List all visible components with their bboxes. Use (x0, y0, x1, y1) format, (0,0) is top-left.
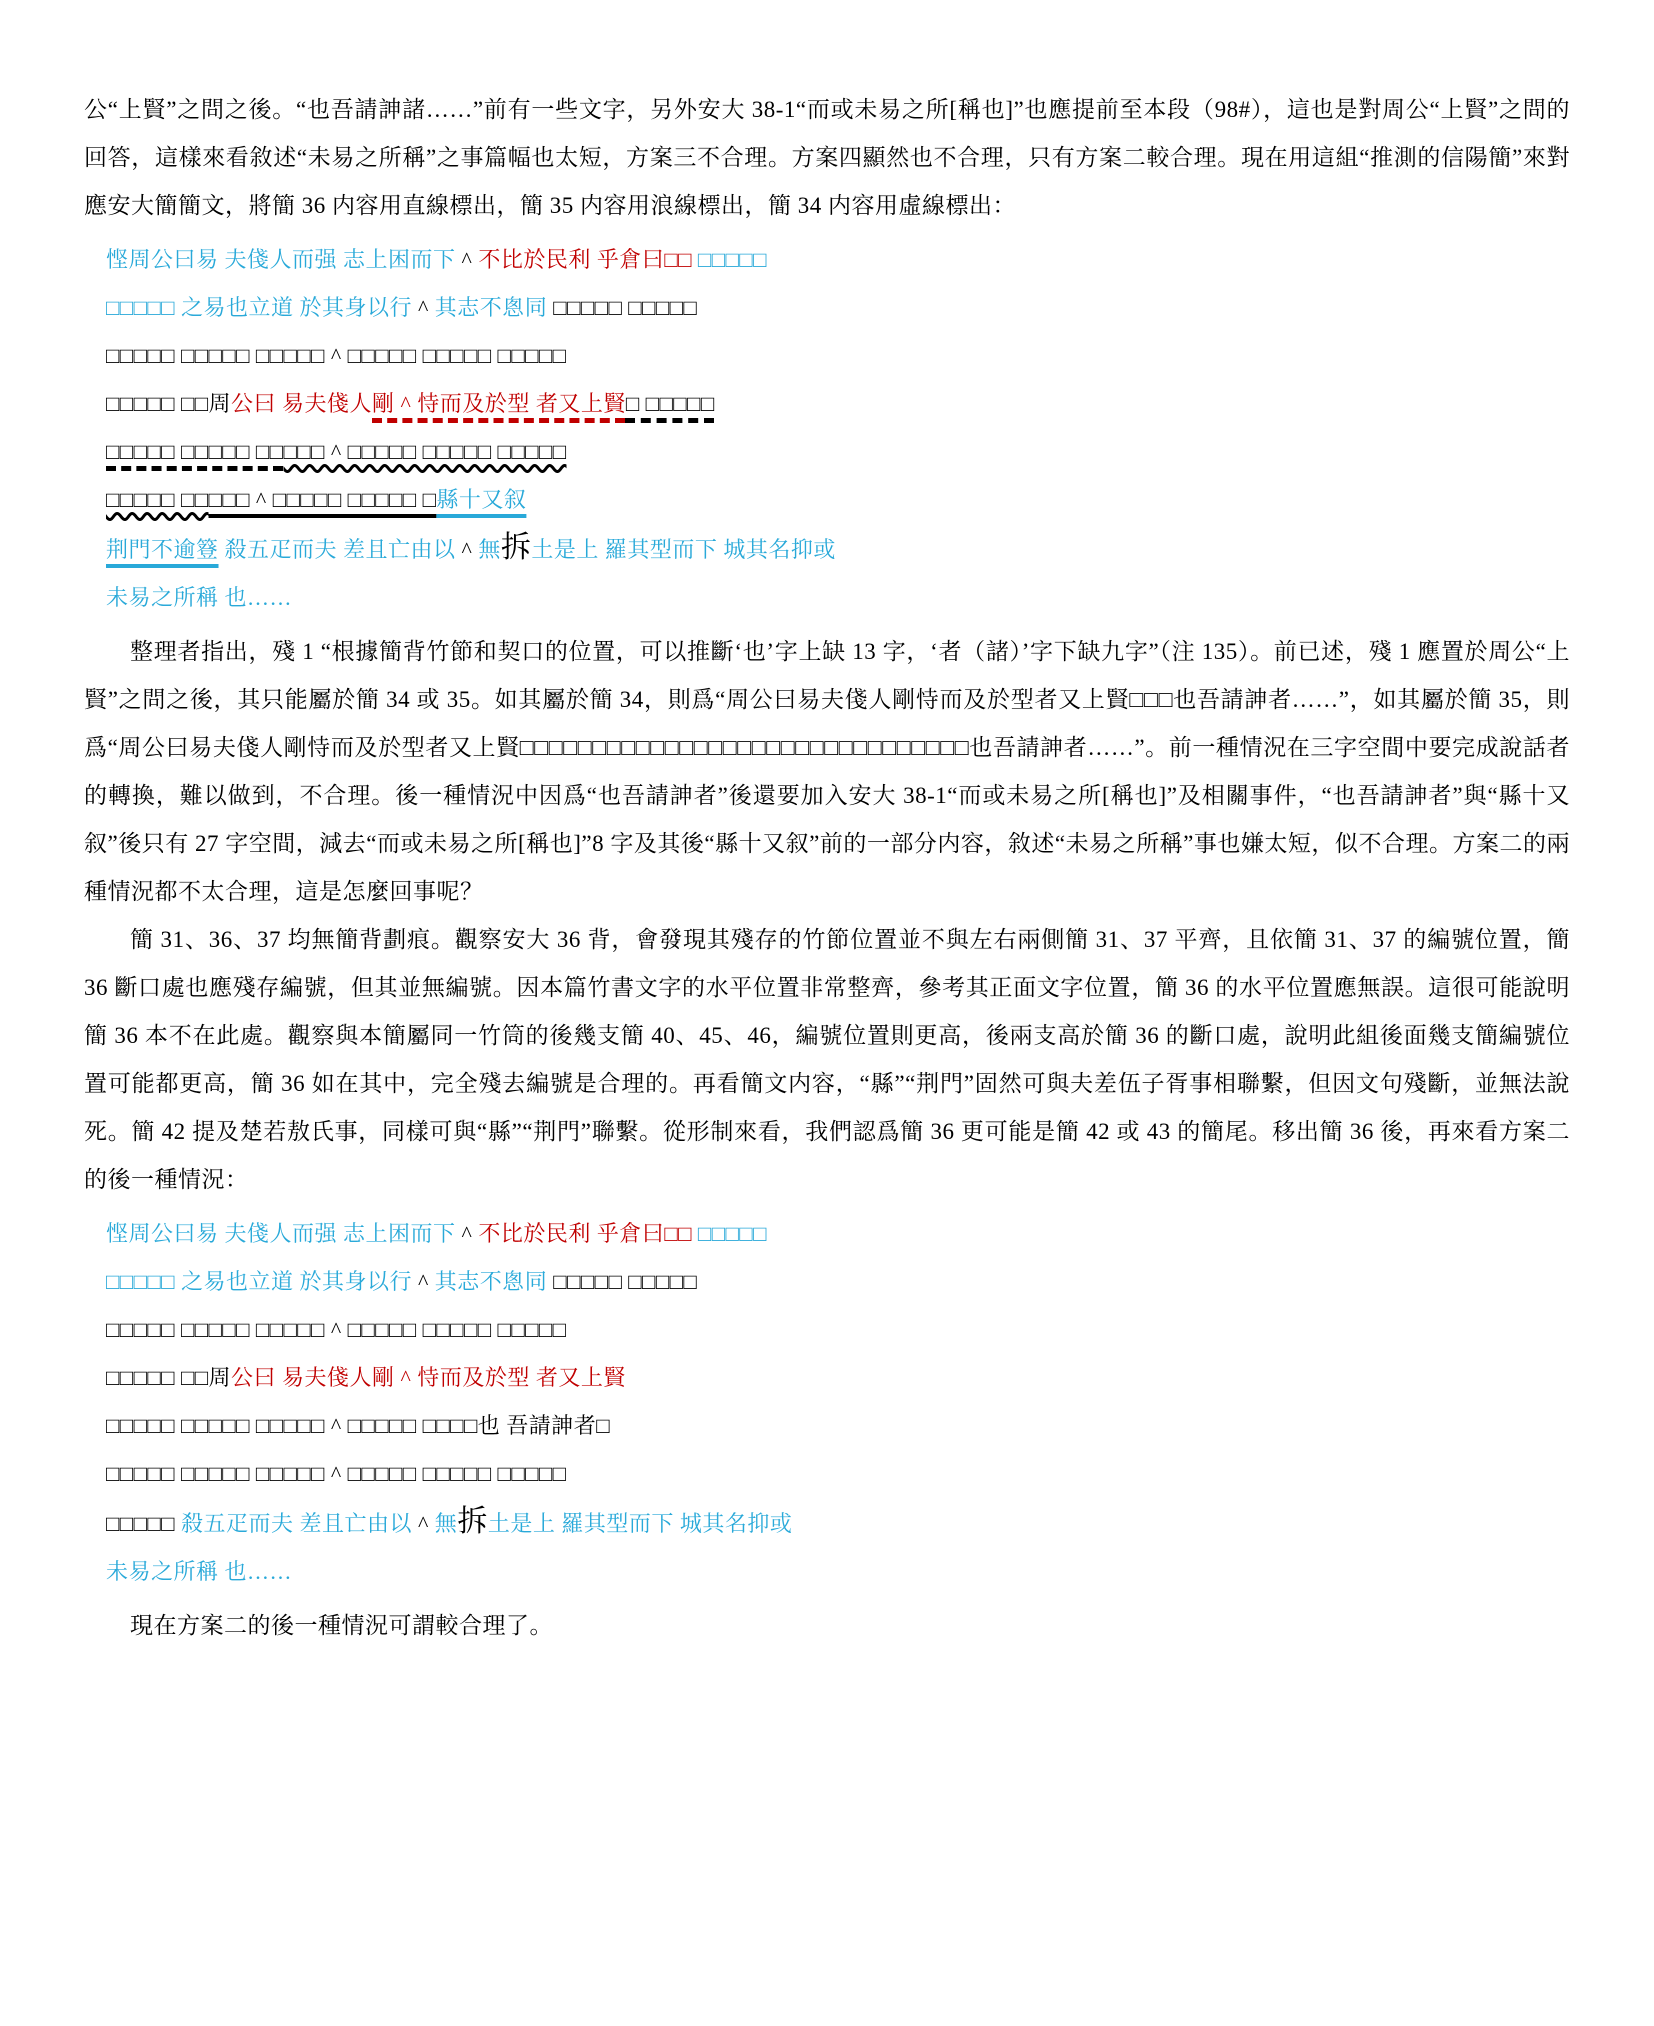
slip-segment: 悭周公曰易 夫俴人而强 志上困而下 (106, 1221, 462, 1246)
slip-segment: ^ (461, 1221, 479, 1246)
slip-segment: □□□ ^ □□□□□ □□□□□ □ (208, 487, 437, 512)
slip-segment: ^ (417, 1269, 435, 1294)
slip-segment: ^ (461, 247, 479, 272)
slip-line (106, 1306, 1570, 1354)
slip-segment: 悭周公曰易 夫俴人而强 志上困而下 (106, 247, 462, 272)
slip-comparison-block-1 (106, 236, 1570, 622)
paragraph-intro: 公“上賢”之問之後。“也吾請訷諸……”前有一些文字，另外安大 38-1“而或未易之所[稱也]”也應提前至本段（98#），這也是對周公“上賢”之問的回答，這樣來看敘述“未易之所稱”之事篇幅也太短，方案三不合理。方案四顯然也不合理，只有方案二較合理。現在用這組“推測的信陽簡”來對應安大簡簡文，將簡 36 内容用直線標出，簡 35 内容用浪線標出，簡 34 内容用虛線標出： (84, 97, 1570, 218)
slip-line (106, 574, 1570, 622)
slip-segment: 公曰 易夫俴人剛 ^ 恃而及於型 者又上賢 (231, 1365, 626, 1390)
slip-segment: 其志不悤同 (434, 1269, 548, 1294)
slip-segment: □□□□□ □□□□□ □□ (106, 439, 284, 464)
slip-line (106, 380, 1570, 428)
slip-line (106, 1258, 1570, 1306)
slip-segment: 公曰 易夫俴人 (231, 391, 373, 416)
slip-segment: □□□□□ □□□□□ (547, 295, 698, 320)
slip-segment: 未易之所稱 也…… (106, 1559, 293, 1584)
slip-segment: ^ (417, 295, 435, 320)
slip-segment: 土是上 羅其型而下 城其名抑或 (487, 1511, 793, 1536)
slip-line (106, 284, 1570, 332)
slip-line (106, 476, 1570, 524)
slip-segment: 剛 ^ 恃而及於型 者又上賢 (372, 391, 626, 416)
paragraph-analysis-2: 簡 31、36、37 均無簡背劃痕。觀察安大 36 背，會發現其殘存的竹節位置並不與左右兩側簡 31、37 平齊，且依簡 31、37 的編號位置，簡 36 斷口處也應殘存編號，但其並無編號。因本篇竹書文字的水平位置非常整齊，參考其正面文字位置，簡 36 的水平位置應無誤。這很可能說明簡 36 本不在此處。觀察與本簡屬同一竹筒的後幾支簡 40、45、46，編號位置則更高，後兩支高於簡 36 的斷口處，說明此組後面幾支簡編號位置可能都更高，簡 36 如在其中，完全殘去編號是合理的。再看簡文内容，“縣”“荆門”固然可與夫差伍子胥事相聯繫，但因文句殘斷，並無法說死。簡 42 提及楚若敖氏事，同樣可與“縣”“荆門”聯繫。從形制來看，我們認爲簡 36 更可能是簡 42 或 43 的簡尾。移出簡 36 後，再來看方案二的後一種情況： (84, 927, 1570, 1192)
slip-segment: 荆門不逾簦 (106, 537, 219, 562)
slip-segment: 縣十又叙 (436, 487, 527, 512)
slip-segment: 殺五疋而夫 差且亡由以 (218, 537, 462, 562)
slip-segment: □ □□□□□ (625, 391, 715, 416)
slip-segment: ^ (461, 537, 479, 562)
slip-line (106, 332, 1570, 380)
slip-line (106, 428, 1570, 476)
slip-segment: □□□□□ (106, 1511, 181, 1536)
slip-segment: □□□□□ □□周 (106, 391, 232, 416)
slip-segment: 殺五疋而夫 差且亡由以 (180, 1511, 418, 1536)
slip-segment: □□□□□ (691, 1221, 767, 1246)
slip-segment: □□□□□ (691, 247, 767, 272)
slip-segment: □□□□□ □□□□□ (547, 1269, 698, 1294)
slip-line (106, 236, 1570, 284)
slip-segment: □□□□□ □□□□□ □□□□□ ^ □□□□□ □□□□也 吾請訷者□ (106, 1413, 611, 1438)
slip-segment: 未易之所稱 也…… (106, 585, 293, 610)
slip-segment: □□□□□ □□ (106, 487, 209, 512)
slip-segment: 無 (434, 1511, 458, 1536)
slip-line (106, 1354, 1570, 1402)
slip-line (106, 1210, 1570, 1258)
slip-segment: □□□□□ 之易也立道 於其身以行 (106, 1269, 418, 1294)
paragraph-conclusion: 現在方案二的後一種情況可謂較合理了。 (130, 1613, 553, 1638)
slip-line (106, 1402, 1570, 1450)
slip-segment: □□□□□ □□□□□ □□□□□ ^ □□□□□ □□□□□ □□□□□ (106, 343, 567, 368)
slip-segment: 不比於民利 乎倉曰□□ (478, 1221, 692, 1246)
slip-segment: □□□□□ □□□□□ □□□□□ ^ □□□□□ □□□□□ □□□□□ (106, 1317, 567, 1342)
slip-segment: 不比於民利 乎倉曰□□ (478, 247, 692, 272)
slip-segment: □□□□□ □□□□□ □□□□□ ^ □□□□□ □□□□□ □□□□□ (106, 1461, 567, 1486)
slip-line (106, 524, 1570, 574)
slip-comparison-block-2 (106, 1210, 1570, 1596)
paragraph-analysis-1: 整理者指出，殘 1 “根據簡背竹節和契口的位置，可以推斷‘也’字上缺 13 字，‘者（諸）’字下缺九字”（注 135）。前已述，殘 1 應置於周公“上賢”之問之後，其只能屬於簡 34 或 35。如其屬於簡 34，則爲“周公曰易夫俴人剛恃而及於型者又上賢□□□也吾請訷者……”，如其屬於簡 35，則爲“周公曰易夫俴人剛恃而及於型者又上賢□□□□□□□□□□□□□□□□□□□□□□□□□□□□□□□也吾請訷者……”。前一種情況在三字空間中要完成說話者的轉換，難以做到，不合理。後一種情況中因爲“也吾請訷者”後還要加入安大 38-1“而或未易之所[稱也]”及相關事件，“也吾請訷者”與“縣十又叙”後只有 27 字空間，減去“而或未易之所[稱也]”8 字及其後“縣十又叙”前的一部分内容，敘述“未易之所稱”事也嫌太短，似不合理。方案二的兩種情況都不太合理，這是怎麼回事呢？ (84, 639, 1570, 904)
slip-segment: 無 (478, 537, 501, 562)
inserted-char: 拆 (457, 1505, 488, 1538)
slip-segment: □□□□□ 之易也立道 於其身以行 (106, 295, 418, 320)
slip-line (106, 1498, 1570, 1548)
slip-line (106, 1450, 1570, 1498)
inserted-char: 拆 (500, 531, 532, 564)
slip-line (106, 1548, 1570, 1596)
slip-segment: □□□ ^ □□□□□ □□□□□ □□□□□ (283, 439, 567, 464)
slip-segment: 土是上 羅其型而下 城其名抑或 (531, 537, 836, 562)
slip-segment: ^ (417, 1511, 435, 1536)
slip-segment: □□□□□ □□周 (106, 1365, 232, 1390)
slip-segment: 其志不悤同 (434, 295, 548, 320)
